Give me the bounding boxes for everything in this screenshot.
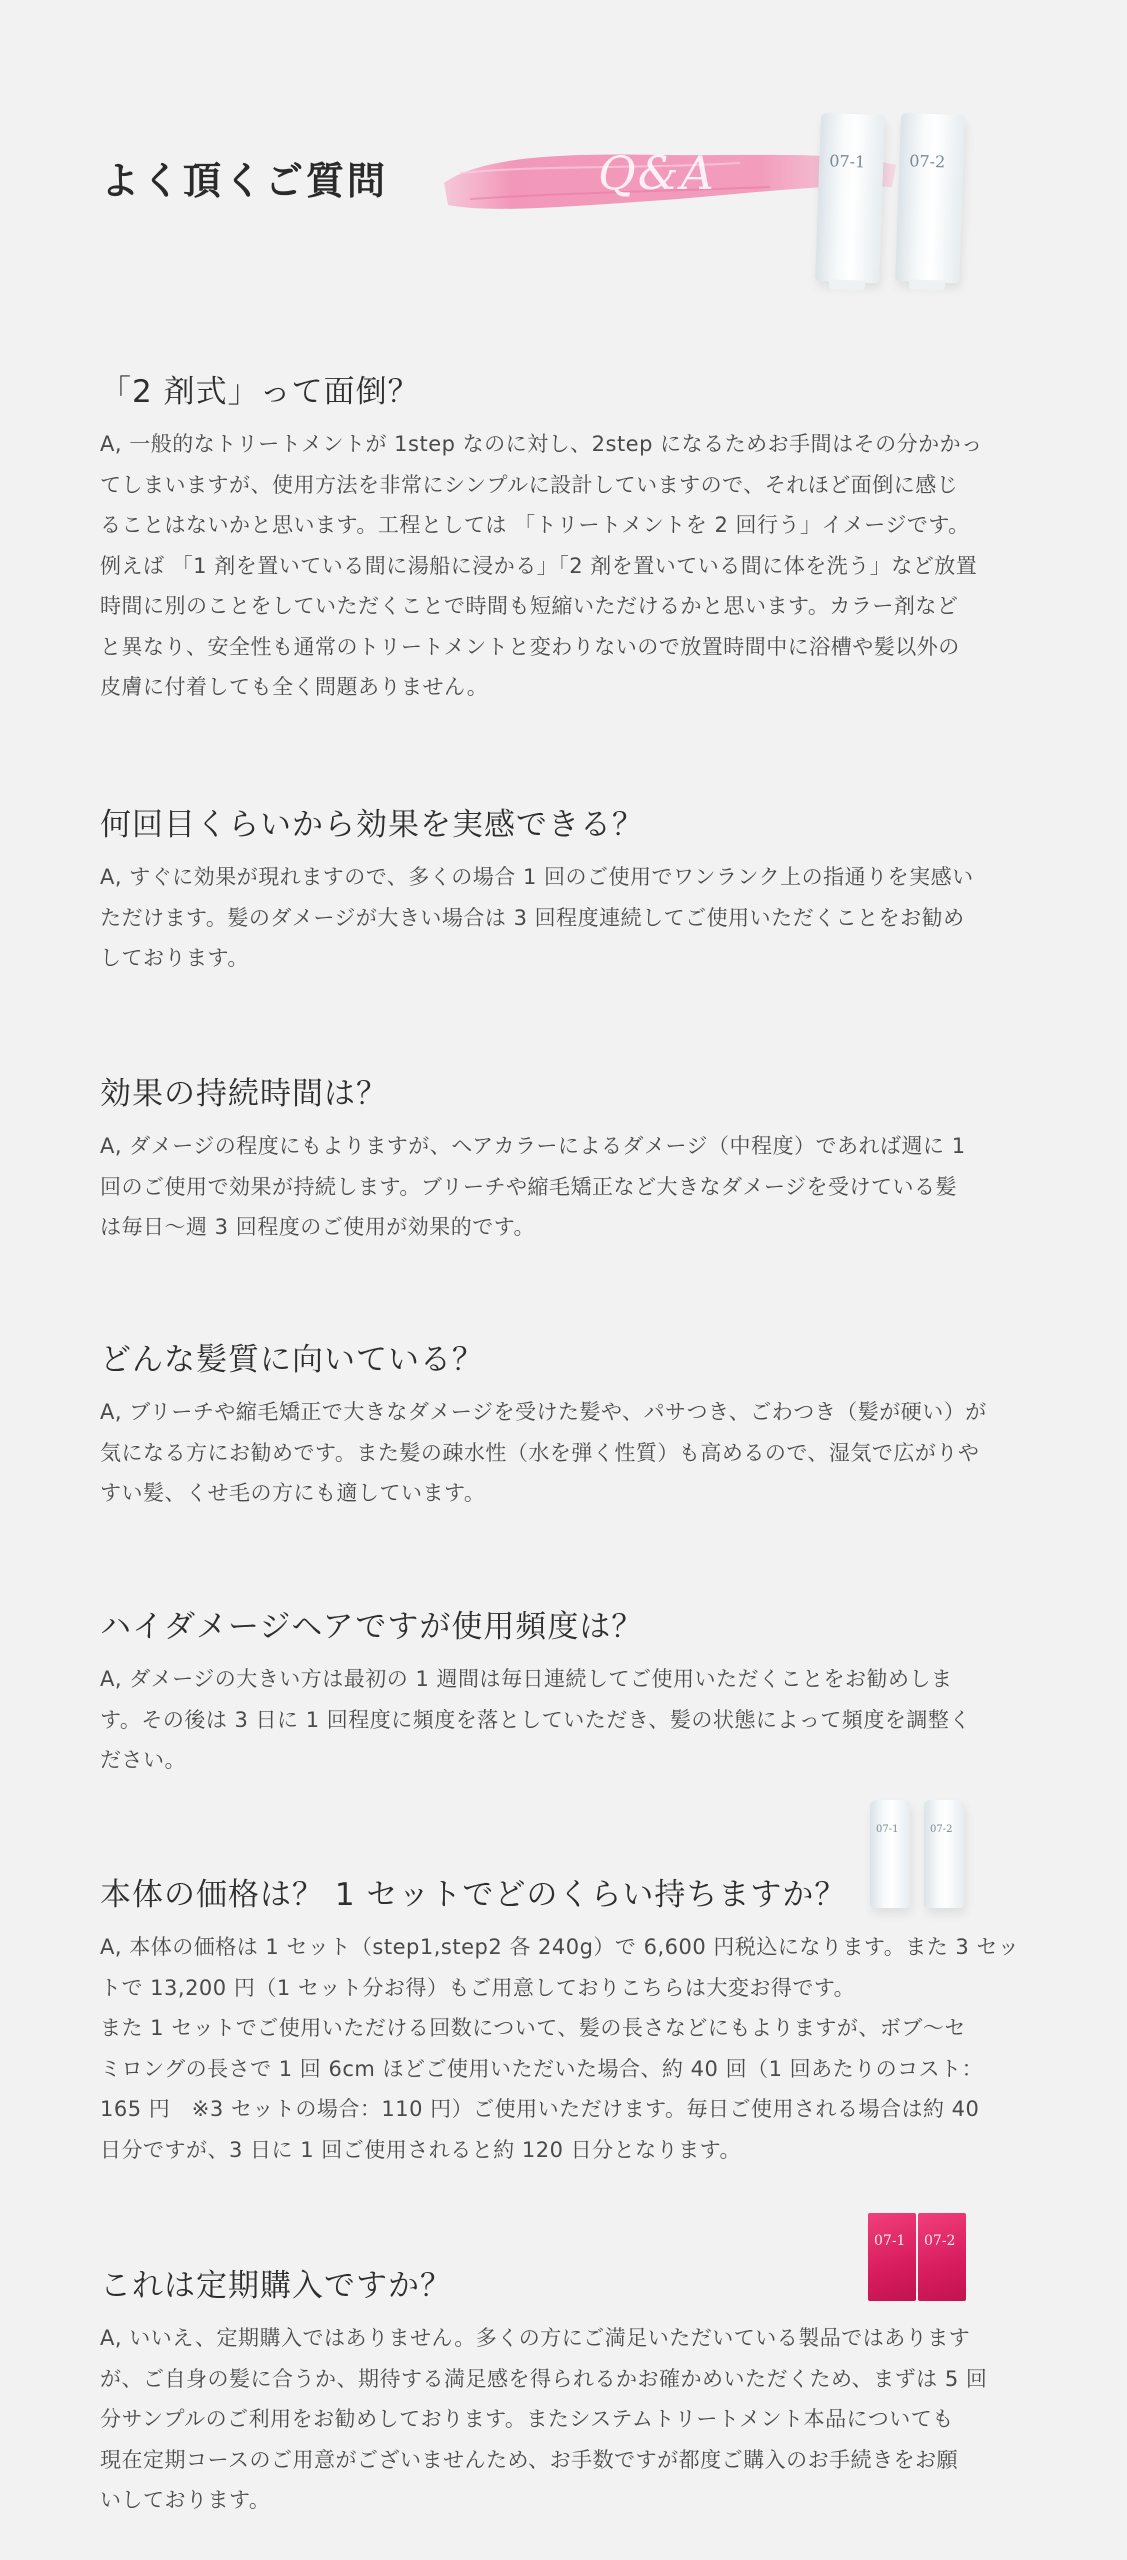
- faq-answer: [100, 1927, 1040, 2170]
- faq-question: 「2 剤式」って面倒？: [100, 374, 420, 410]
- faq-item-3: [100, 1074, 1040, 1248]
- answer-line: と異なり、安全性も通常のトリートメントと変わりないので放置時間中に浴槽や髪以外の: [100, 634, 960, 659]
- tube-2-label: 07-2: [908, 151, 946, 172]
- answer-line: A, 本体の価格は 1 セット（step1,step2 各 240g）で 6,600 円税込になります。また 3 セッ: [100, 1935, 1020, 1959]
- answer-line: 165 円 ※3 セットの場合：110 円）ご使用いただけます。毎日ご使用される場合は約 40: [100, 2097, 980, 2121]
- faq-question: 本体の価格は？ 1 セットでどのくらい持ちますか？: [100, 1877, 847, 1913]
- answer-line: ただけます。髪のダメージが大きい場合は 3 回程度連続してご使用いただくことをお勧め: [100, 905, 965, 930]
- faq-question: どんな髪質に向いている？: [100, 1342, 484, 1378]
- answer-line: すい髪、くせ毛の方にも適しています。: [100, 1481, 486, 1505]
- answer-line: また 1 セットでご使用いただける回数について、髪の長さなどにもよりますが、ボブ～セ: [100, 2016, 966, 2040]
- faq-answer: [100, 424, 1040, 708]
- product-tube-2-image: [895, 113, 965, 283]
- faq-question: ハイダメージヘアですが使用頻度は？: [100, 1609, 644, 1645]
- answer-line: す。その後は 3 日に 1 回程度に頻度を落としていただき、髪の状態によって頻度を調整く: [100, 1707, 971, 1732]
- product-tube-1-image: [815, 113, 885, 283]
- answer-line: 分サンプルのご利用をお勧めしております。またシステムトリートメント本品についても: [100, 2407, 954, 2431]
- answer-line: は毎日～週 3 回程度のご使用が効果的です。: [100, 1215, 536, 1239]
- answer-line: 回のご使用で効果が持続します。ブリーチや縮毛矯正など大きなダメージを受けている髪: [100, 1174, 958, 1199]
- answer-line: ミロングの長さで 1 回 6cm ほどご使用いただいた場合、約 40 回（1 回あたりのコスト：: [100, 2056, 984, 2081]
- faq-item-5: [100, 1607, 1040, 1781]
- answer-line: A, ダメージの程度にもよりますが、ヘアカラーによるダメージ（中程度）であれば週に 1: [100, 1134, 966, 1158]
- answer-line: 気になる方にお勧めです。また髪の疎水性（水を弾く性質）も高めるので、湿気で広がりや: [100, 1440, 980, 1465]
- page-title: よく頂くご質問: [101, 159, 389, 203]
- answer-line: ることはないかと思います。工程としては 「トリートメントを 2 回行う」イメージです。: [100, 513, 970, 537]
- faq-item-7: [100, 2266, 1040, 2521]
- answer-line: A, ブリーチや縮毛矯正で大きなダメージを受けた髪や、パサつき、ごわつき（髪が硬い）が: [100, 1400, 987, 1424]
- faq-answer: [100, 1659, 1040, 1781]
- answer-line: A, 一般的なトリートメントが 1step なのに対し、2step になるためお手間はその分かかっ: [100, 432, 983, 456]
- faq-item-6: [100, 1875, 1040, 2170]
- answer-line: A, いいえ、定期購入ではありません。多くの方にご満足いただいている製品ではあります: [100, 2326, 971, 2350]
- tube-small-1-label: 07-1: [876, 1824, 899, 1835]
- faq-question: 効果の持続時間は？: [100, 1076, 388, 1112]
- faq-item-2: [100, 805, 1040, 979]
- answer-line: ださい。: [100, 1748, 186, 1772]
- faq-item-1: [100, 372, 1040, 708]
- answer-line: てしまいますが、使用方法を非常にシンプルに設計していますので、それほど面倒に感じ: [100, 472, 959, 497]
- answer-line: 例えば 「1 剤を置いている間に湯船に浸かる」「2 剤を置いている間に体を洗う」など放置: [100, 553, 978, 578]
- answer-line: しております。: [100, 946, 249, 970]
- answer-line: 日分ですが、3 日に 1 回ご使用されると約 120 日分となります。: [100, 2137, 741, 2162]
- answer-line: が、ご自身の髪に合うか、期待する満足感を得られるかお確かめいただくため、まずは 5 回: [100, 2366, 988, 2391]
- answer-line: A, ダメージの大きい方は最初の 1 週間は毎日連続してご使用いただくことをお勧めしま: [100, 1667, 953, 1691]
- answer-line: 現在定期コースのご用意がございませんため、お手数ですが都度ご購入のお手続きをお願: [100, 2447, 959, 2472]
- answer-line: 時間に別のことをしていただくことで時間も短縮いただけるかと思います。カラー剤など: [100, 594, 959, 618]
- tube-1-label: 07-1: [828, 151, 866, 172]
- answer-line: 皮膚に付着しても全く問題ありません。: [100, 675, 489, 699]
- answer-line: A, すぐに効果が現れますので、多くの場合 1 回のご使用でワンランク上の指通りを実感い: [100, 865, 974, 889]
- tube-small-2-label: 07-2: [930, 1824, 953, 1835]
- faq-answer: [100, 2318, 1040, 2521]
- qa-badge: Q&A: [598, 146, 716, 200]
- faq-question: 何回目くらいから効果を実感できる？: [100, 807, 644, 843]
- faq-item-4: [100, 1340, 1040, 1514]
- answer-line: いしております。: [100, 2488, 271, 2512]
- sachet-1-label: 07-1: [874, 2233, 906, 2249]
- sachet-2-label: 07-2: [924, 2233, 956, 2249]
- faq-answer: [100, 1392, 1040, 1514]
- answer-line: トで 13,200 円（1 セット分お得）もご用意しておりこちらは大変お得です。: [100, 1975, 856, 2000]
- faq-answer: [100, 1126, 1040, 1248]
- faq-question: これは定期購入ですか？: [100, 2268, 452, 2304]
- faq-answer: [100, 857, 1040, 979]
